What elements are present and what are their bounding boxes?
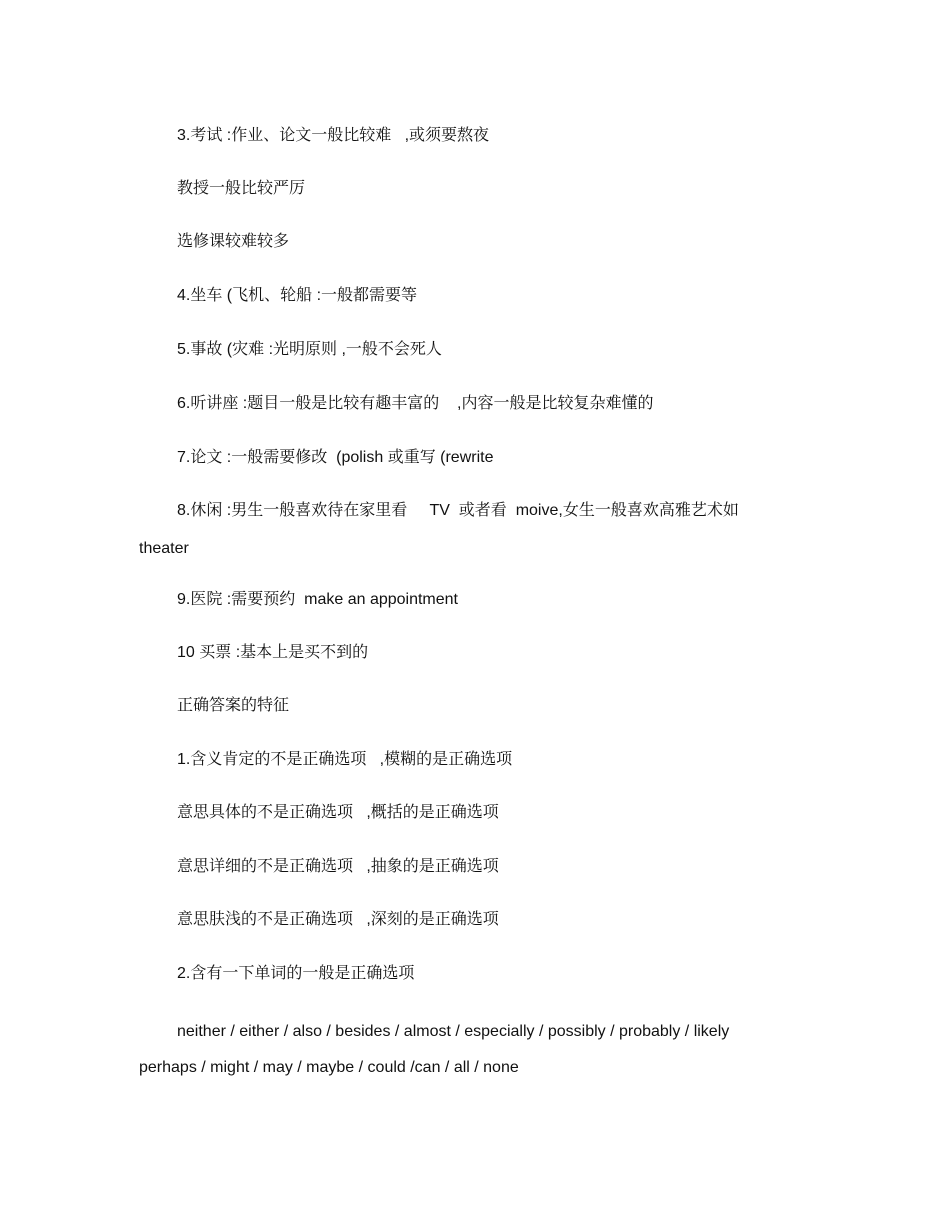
text-line: 教授一般比较严厉: [177, 180, 306, 197]
text-line: 10 买票 :基本上是买不到的: [177, 644, 369, 661]
text-line: 意思肤浅的不是正确选项 ,深刻的是正确选项: [177, 911, 499, 928]
text-line: 9.医院 :需要预约 make an appointment: [177, 591, 459, 608]
text-line: perhaps / might / may / maybe / could /can / all / none: [139, 1059, 519, 1076]
text-line: 选修课较难较多: [177, 233, 290, 250]
text-line: 3.考试 :作业、论文一般比较难 ,或须要熬夜: [177, 127, 490, 144]
text-line: theater: [139, 540, 189, 557]
text-line: 1.含义肯定的不是正确选项 ,模糊的是正确选项: [177, 751, 513, 768]
text-line: 2.含有一下单词的一般是正确选项: [177, 965, 415, 982]
section-heading: 正确答案的特征: [177, 697, 290, 714]
text-line: 8.休闲 :男生一般喜欢待在家里看 TV 或者看 moive,女生一般喜欢高雅艺术如: [177, 502, 739, 519]
text-line: neither / either / also / besides / almost / especially / possibly / probably / likely: [177, 1023, 730, 1040]
text-line: 意思详细的不是正确选项 ,抽象的是正确选项: [177, 858, 499, 875]
text-line: 意思具体的不是正确选项 ,概括的是正确选项: [177, 804, 499, 821]
text-line: 4.坐车 (飞机、轮船 :一般都需要等: [177, 287, 418, 304]
text-line: 6.听讲座 :题目一般是比较有趣丰富的 ,内容一般是比较复杂难懂的: [177, 395, 654, 412]
text-line: 7.论文 :一般需要修改 (polish 或重写 (rewrite: [177, 449, 494, 466]
text-line: 5.事故 (灾难 :光明原则 ,一般不会死人: [177, 341, 442, 358]
